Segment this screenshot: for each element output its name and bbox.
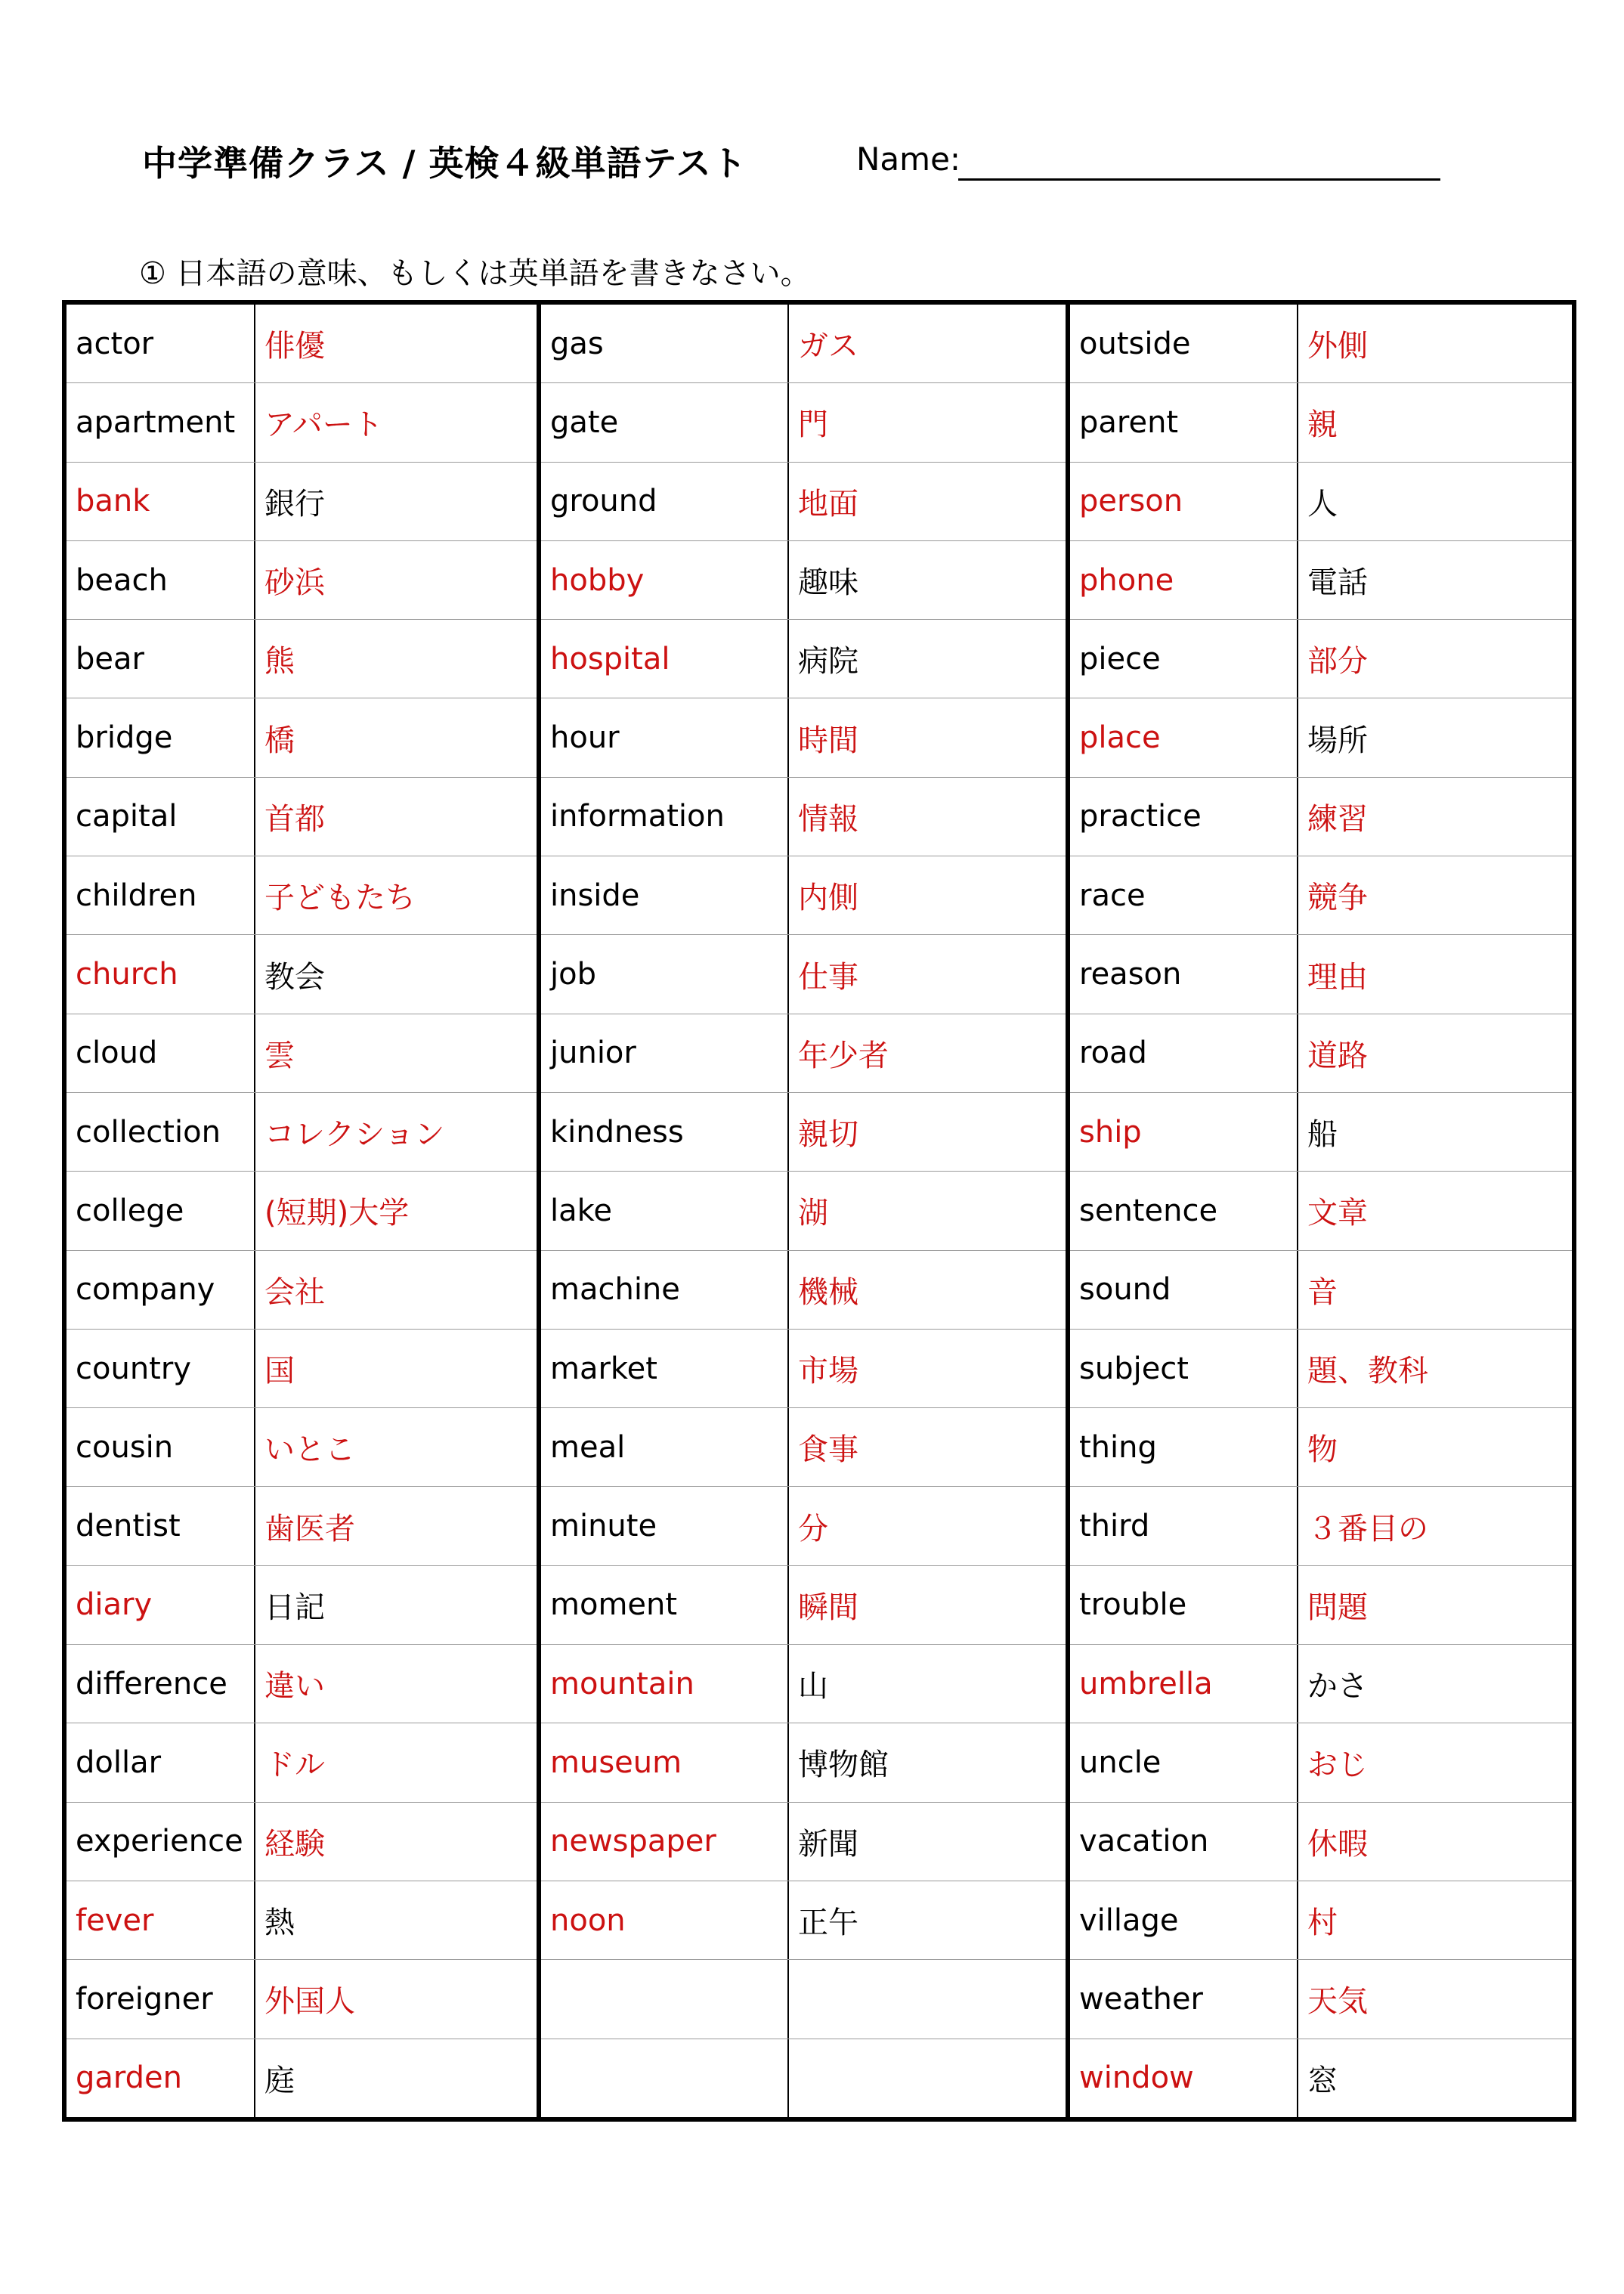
vocab-row: [541, 1565, 1066, 1644]
japanese-meaning-cell: 仕事: [787, 935, 1066, 1013]
english-word-cell: weather: [1079, 1981, 1203, 2017]
english-word-cell: cloud: [76, 1036, 158, 1071]
japanese-meaning-cell: かさ: [1297, 1645, 1572, 1723]
vocab-row: [67, 1881, 537, 1959]
english-word-cell: place: [1079, 720, 1161, 756]
japanese-meaning-cell: 練習: [1297, 778, 1572, 856]
english-word-cell: village: [1079, 1902, 1179, 1938]
english-word-cell: moment: [550, 1587, 678, 1623]
vocab-row: [67, 305, 537, 382]
english-word-cell: hour: [550, 720, 620, 756]
vocab-row: [541, 1723, 1066, 1801]
japanese-meaning-cell: 市場: [787, 1330, 1066, 1407]
japanese-meaning-cell: 湖: [787, 1172, 1066, 1249]
vocab-row: [67, 1014, 537, 1092]
vocab-row: [67, 934, 537, 1013]
japanese-meaning-cell: 山: [787, 1645, 1066, 1723]
english-word-cell: phone: [1079, 562, 1174, 598]
japanese-meaning-cell: 博物館: [787, 1723, 1066, 1801]
english-word-cell: museum: [550, 1744, 682, 1780]
japanese-meaning-cell: 子どもたち: [254, 856, 537, 934]
vocab-row: [67, 382, 537, 461]
english-word-cell: trouble: [1079, 1587, 1187, 1623]
vocab-row: [541, 540, 1066, 619]
vocab-column-1: [67, 305, 537, 2117]
name-blank-line: [958, 178, 1440, 181]
vocab-row: [541, 462, 1066, 540]
vocabulary-table: [62, 300, 1576, 2122]
english-word-cell: uncle: [1079, 1744, 1162, 1780]
worksheet-title: 中学準備クラス / 英検４級単語テスト: [142, 143, 747, 184]
vocab-row: [1070, 619, 1572, 698]
vocab-row: [541, 856, 1066, 934]
japanese-meaning-cell: [787, 2039, 1066, 2117]
vocab-row: [541, 1644, 1066, 1723]
english-word-cell: inside: [550, 878, 640, 913]
vocab-column-2: [537, 305, 1066, 2117]
japanese-meaning-cell: ドル: [254, 1723, 537, 1801]
vocab-row: [541, 1486, 1066, 1565]
vocab-row: [541, 1802, 1066, 1881]
english-word-cell: sound: [1079, 1272, 1171, 1308]
vocab-column-3: [1066, 305, 1572, 2117]
japanese-meaning-cell: 内側: [787, 856, 1066, 934]
english-word-cell: bear: [76, 641, 144, 676]
vocab-row: [67, 1802, 537, 1881]
vocab-row: [1070, 1092, 1572, 1171]
vocab-row: [1070, 777, 1572, 856]
english-word-cell: beach: [76, 562, 168, 598]
vocab-row: [541, 305, 1066, 382]
vocab-row: [67, 1486, 537, 1565]
english-word-cell: road: [1079, 1036, 1147, 1071]
vocab-row: [541, 1329, 1066, 1407]
japanese-meaning-cell: 情報: [787, 778, 1066, 856]
vocab-row: [1070, 698, 1572, 776]
japanese-meaning-cell: 年少者: [787, 1014, 1066, 1092]
vocab-row: [541, 1881, 1066, 1959]
english-word-cell: reason: [1079, 957, 1182, 992]
vocab-row: [1070, 1407, 1572, 1486]
english-word-cell: children: [76, 878, 197, 913]
english-word-cell: machine: [550, 1272, 680, 1308]
english-word-cell: noon: [550, 1902, 626, 1938]
japanese-meaning-cell: 休暇: [1297, 1803, 1572, 1881]
english-word-cell: thing: [1079, 1429, 1157, 1465]
english-word-cell: ground: [550, 484, 657, 519]
japanese-meaning-cell: いとこ: [254, 1408, 537, 1486]
vocab-row: [541, 2039, 1066, 2117]
japanese-meaning-cell: 違い: [254, 1645, 537, 1723]
japanese-meaning-cell: アパート: [254, 383, 537, 461]
japanese-meaning-cell: 問題: [1297, 1566, 1572, 1644]
english-word-cell: window: [1079, 2060, 1194, 2096]
vocab-row: [1070, 1802, 1572, 1881]
english-word-cell: hobby: [550, 562, 645, 598]
japanese-meaning-cell: ガス: [787, 305, 1066, 382]
english-word-cell: mountain: [550, 1666, 694, 1701]
english-word-cell: vacation: [1079, 1824, 1209, 1859]
vocab-row: [67, 698, 537, 776]
instruction-text: ① 日本語の意味、もしくは英単語を書きなさい。: [139, 256, 811, 291]
english-word-cell: parent: [1079, 404, 1179, 440]
english-word-cell: umbrella: [1079, 1666, 1213, 1701]
english-word-cell: lake: [550, 1193, 612, 1228]
vocab-row: [541, 1959, 1066, 2038]
english-word-cell: bridge: [76, 720, 173, 756]
japanese-meaning-cell: 外国人: [254, 1960, 537, 2038]
vocab-row: [1070, 1644, 1572, 1723]
vocab-row: [67, 1959, 537, 2038]
english-word-cell: diary: [76, 1587, 153, 1623]
english-word-cell: experience: [76, 1824, 243, 1859]
vocab-row: [1070, 1329, 1572, 1407]
japanese-meaning-cell: 首都: [254, 778, 537, 856]
english-word-cell: job: [550, 957, 596, 992]
vocab-row: [1070, 1486, 1572, 1565]
japanese-meaning-cell: 村: [1297, 1881, 1572, 1959]
english-word-cell: bank: [76, 484, 150, 519]
vocab-row: [67, 1250, 537, 1329]
vocab-row: [67, 1171, 537, 1249]
japanese-meaning-cell: 橋: [254, 698, 537, 776]
vocab-row: [1070, 1959, 1572, 2038]
vocab-row: [1070, 1250, 1572, 1329]
english-word-cell: [541, 1960, 787, 2038]
japanese-meaning-cell: 砂浜: [254, 541, 537, 619]
japanese-meaning-cell: 食事: [787, 1408, 1066, 1486]
japanese-meaning-cell: 部分: [1297, 620, 1572, 698]
worksheet-header: [142, 136, 1502, 189]
japanese-meaning-cell: 分: [787, 1487, 1066, 1565]
english-word-cell: sentence: [1079, 1193, 1218, 1228]
english-word-cell: gate: [550, 404, 619, 440]
vocab-row: [1070, 934, 1572, 1013]
vocab-row: [67, 540, 537, 619]
japanese-meaning-cell: 熊: [254, 620, 537, 698]
japanese-meaning-cell: 外側: [1297, 305, 1572, 382]
english-word-cell: junior: [550, 1036, 636, 1071]
english-word-cell: subject: [1079, 1351, 1189, 1386]
vocab-row: [541, 619, 1066, 698]
vocab-row: [67, 1565, 537, 1644]
japanese-meaning-cell: 親切: [787, 1093, 1066, 1171]
vocab-row: [67, 856, 537, 934]
vocab-row: [67, 1644, 537, 1723]
english-word-cell: garden: [76, 2060, 182, 2096]
vocab-row: [541, 1092, 1066, 1171]
vocab-row: [1070, 2039, 1572, 2117]
english-word-cell: newspaper: [550, 1824, 716, 1859]
vocab-row: [541, 1014, 1066, 1092]
japanese-meaning-cell: 文章: [1297, 1172, 1572, 1249]
vocab-row: [1070, 1171, 1572, 1249]
vocab-row: [67, 1407, 537, 1486]
english-word-cell: third: [1079, 1509, 1150, 1544]
english-word-cell: apartment: [76, 404, 236, 440]
japanese-meaning-cell: 題、教科: [1297, 1330, 1572, 1407]
japanese-meaning-cell: 趣味: [787, 541, 1066, 619]
japanese-meaning-cell: 教会: [254, 935, 537, 1013]
japanese-meaning-cell: 銀行: [254, 463, 537, 540]
japanese-meaning-cell: 瞬間: [787, 1566, 1066, 1644]
vocab-row: [67, 462, 537, 540]
english-word-cell: outside: [1079, 326, 1191, 361]
vocab-row: [1070, 1881, 1572, 1959]
japanese-meaning-cell: 物: [1297, 1408, 1572, 1486]
japanese-meaning-cell: コレクション: [254, 1093, 537, 1171]
vocab-row: [67, 1329, 537, 1407]
japanese-meaning-cell: 船: [1297, 1093, 1572, 1171]
japanese-meaning-cell: 理由: [1297, 935, 1572, 1013]
english-word-cell: [541, 2039, 787, 2117]
japanese-meaning-cell: 病院: [787, 620, 1066, 698]
vocab-row: [541, 1250, 1066, 1329]
english-word-cell: hospital: [550, 641, 670, 676]
japanese-meaning-cell: 道路: [1297, 1014, 1572, 1092]
japanese-meaning-cell: [787, 1960, 1066, 2038]
japanese-meaning-cell: おじ: [1297, 1723, 1572, 1801]
english-word-cell: church: [76, 957, 178, 992]
english-word-cell: market: [550, 1351, 657, 1386]
japanese-meaning-cell: 窓: [1297, 2039, 1572, 2117]
english-word-cell: college: [76, 1193, 184, 1228]
english-word-cell: race: [1079, 878, 1146, 913]
english-word-cell: practice: [1079, 799, 1202, 834]
japanese-meaning-cell: 熱: [254, 1881, 537, 1959]
english-word-cell: kindness: [550, 1114, 684, 1150]
vocab-row: [1070, 1014, 1572, 1092]
japanese-meaning-cell: 新聞: [787, 1803, 1066, 1881]
vocab-row: [541, 1407, 1066, 1486]
japanese-meaning-cell: 会社: [254, 1251, 537, 1329]
japanese-meaning-cell: 国: [254, 1330, 537, 1407]
vocab-row: [1070, 382, 1572, 461]
japanese-meaning-cell: 歯医者: [254, 1487, 537, 1565]
japanese-meaning-cell: 正午: [787, 1881, 1066, 1959]
english-word-cell: ship: [1079, 1114, 1142, 1150]
english-word-cell: fever: [76, 1902, 154, 1938]
japanese-meaning-cell: 電話: [1297, 541, 1572, 619]
vocab-row: [67, 619, 537, 698]
english-word-cell: information: [550, 799, 725, 834]
japanese-meaning-cell: 門: [787, 383, 1066, 461]
japanese-meaning-cell: 雲: [254, 1014, 537, 1092]
vocab-row: [67, 1723, 537, 1801]
name-label: Name:: [856, 141, 961, 178]
japanese-meaning-cell: 俳優: [254, 305, 537, 382]
vocab-row: [541, 934, 1066, 1013]
english-word-cell: cousin: [76, 1429, 174, 1465]
english-word-cell: person: [1079, 484, 1183, 519]
japanese-meaning-cell: 時間: [787, 698, 1066, 776]
english-word-cell: dollar: [76, 1744, 162, 1780]
japanese-meaning-cell: (短期)大学: [254, 1172, 537, 1249]
japanese-meaning-cell: 天気: [1297, 1960, 1572, 2038]
english-word-cell: minute: [550, 1509, 657, 1544]
english-word-cell: difference: [76, 1666, 227, 1701]
english-word-cell: piece: [1079, 641, 1161, 676]
vocab-row: [1070, 856, 1572, 934]
japanese-meaning-cell: 地面: [787, 463, 1066, 540]
vocab-row: [67, 2039, 537, 2117]
japanese-meaning-cell: 経験: [254, 1803, 537, 1881]
japanese-meaning-cell: 庭: [254, 2039, 537, 2117]
japanese-meaning-cell: 親: [1297, 383, 1572, 461]
english-word-cell: country: [76, 1351, 191, 1386]
vocab-row: [1070, 1565, 1572, 1644]
english-word-cell: company: [76, 1272, 215, 1308]
japanese-meaning-cell: 音: [1297, 1251, 1572, 1329]
japanese-meaning-cell: ３番目の: [1297, 1487, 1572, 1565]
japanese-meaning-cell: 人: [1297, 463, 1572, 540]
vocab-row: [67, 1092, 537, 1171]
vocab-row: [1070, 540, 1572, 619]
english-word-cell: actor: [76, 326, 154, 361]
vocab-row: [67, 777, 537, 856]
vocab-row: [1070, 462, 1572, 540]
english-word-cell: collection: [76, 1114, 221, 1150]
english-word-cell: meal: [550, 1429, 626, 1465]
japanese-meaning-cell: 機械: [787, 1251, 1066, 1329]
english-word-cell: foreigner: [76, 1981, 213, 2017]
english-word-cell: dentist: [76, 1509, 181, 1544]
japanese-meaning-cell: 日記: [254, 1566, 537, 1644]
japanese-meaning-cell: 場所: [1297, 698, 1572, 776]
vocab-row: [1070, 1723, 1572, 1801]
vocab-row: [541, 1171, 1066, 1249]
japanese-meaning-cell: 競争: [1297, 856, 1572, 934]
english-word-cell: gas: [550, 326, 604, 361]
english-word-cell: capital: [76, 799, 178, 834]
vocab-row: [541, 698, 1066, 776]
vocab-row: [541, 777, 1066, 856]
vocab-row: [541, 382, 1066, 461]
vocab-row: [1070, 305, 1572, 382]
